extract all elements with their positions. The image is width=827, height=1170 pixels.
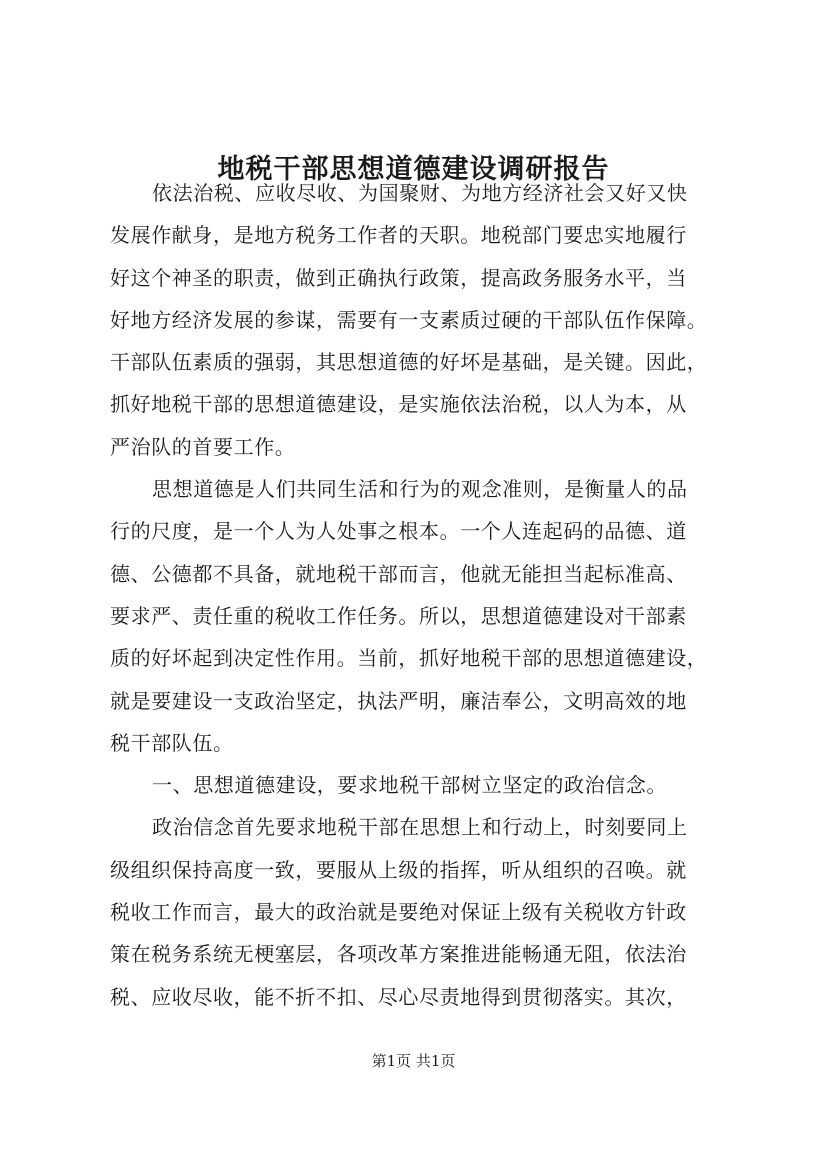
document-body (110, 172, 730, 1018)
paragraph-line: 就是要建设一支政治坚定，执法严明，廉洁奉公，文明高效的地 (110, 688, 687, 713)
paragraph-line: 行的尺度，是一个人为人处事之根本。一个人连起码的品德、道 (110, 519, 687, 544)
paragraph-line: 干部队伍素质的强弱，其思想道德的好坏是基础，是关键。因此， (110, 350, 708, 375)
paragraph-line: 德、公德都不具备，就地税干部而言，他就无能担当起标准高、 (110, 561, 687, 586)
paragraph-line: 税干部队伍。 (110, 730, 234, 755)
paragraph-line: 抓好地税干部的思想道德建设，是实施依法治税，以人为本，从 (110, 392, 687, 417)
paragraph-line: 要求严、责任重的税收工作任务。所以，思想道德建设对干部素 (110, 603, 687, 628)
page-footer: 第1页 共1页 (371, 1052, 456, 1070)
paragraph-line: 税、应收尽收，能不折不扣、尽心尽责地得到贯彻落实。其次， (110, 984, 687, 1009)
paragraph-line: 发展作献身，是地方税务工作者的天职。地税部门要忠实地履行 (110, 223, 687, 248)
paragraph-line: 好地方经济发展的参谋，需要有一支素质过硬的干部队伍作保障。 (110, 307, 708, 332)
paragraph-line: 策在税务系统无梗塞层，各项改革方案推进能畅通无阻，依法治 (110, 942, 687, 967)
paragraph-line: 税收工作而言，最大的政治就是要绝对保证上级有关税收方针政 (110, 900, 687, 925)
section-heading: 一、思想道德建设，要求地税干部树立坚定的政治信念。 (152, 773, 667, 798)
paragraph-line: 好这个神圣的职责，做到正确执行政策，提高政务服务水平，当 (110, 265, 687, 290)
paragraph-line: 级组织保持高度一致，要服从上级的指挥，听从组织的召唤。就 (110, 857, 687, 882)
document-title: 地税干部思想道德建设调研报告 (217, 154, 610, 185)
paragraph-line: 依法治税、应收尽收、为国聚财、为地方经济社会又好又快 (152, 181, 688, 205)
paragraph-line: 思想道德是人们共同生活和行为的观念准则，是衡量人的品 (152, 477, 688, 502)
paragraph-line: 严治队的首要工作。 (110, 434, 296, 459)
paragraph-line: 政治信念首先要求地税干部在思想上和行动上，时刻要同上 (152, 815, 688, 840)
paragraph-line: 质的好坏起到决定性作用。当前，抓好地税干部的思想道德建设， (110, 646, 708, 671)
